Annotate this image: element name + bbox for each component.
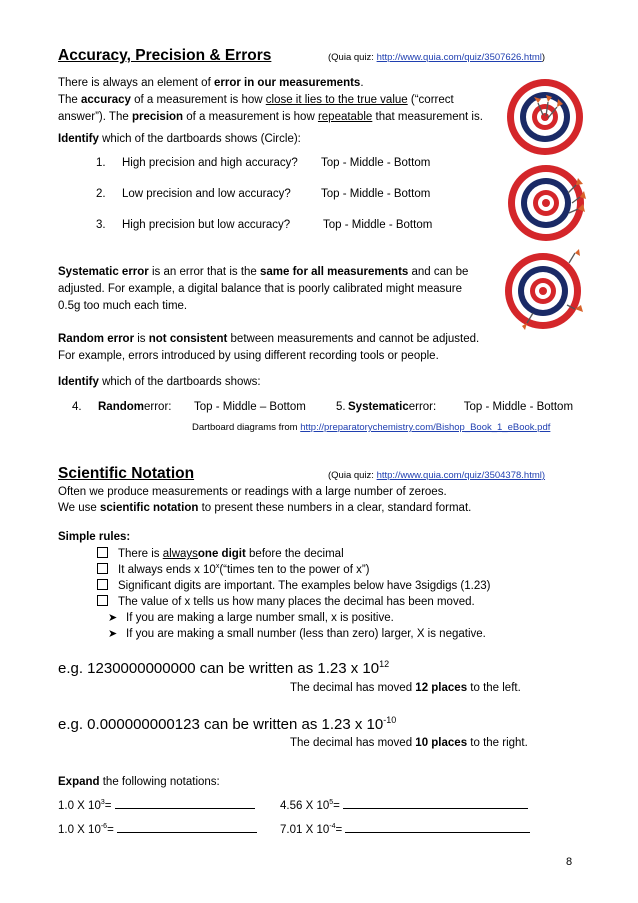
text-bold: Expand — [58, 776, 100, 788]
superscript: 5 — [329, 799, 334, 807]
text: and can be — [408, 266, 469, 278]
text-bold: 12 places — [415, 682, 468, 694]
question-4 — [72, 399, 306, 415]
checkbox-icon — [97, 563, 108, 574]
arrow-bullet-icon: ➤ — [108, 612, 118, 624]
quiz-link-2[interactable]: http://www.quia.com/quiz/3504378.html) — [376, 470, 546, 481]
text: to the left. — [467, 682, 521, 694]
random-error-line1 — [58, 331, 479, 347]
example-2 — [58, 716, 396, 733]
text: which of the dartboards shows: — [98, 376, 261, 388]
text: to the right. — [467, 737, 528, 749]
rule-3 — [97, 578, 490, 594]
text: is an error that is the — [148, 266, 260, 278]
text-bold: Identify — [58, 133, 99, 145]
section-title-accuracy: Accuracy, Precision & Errors — [58, 47, 272, 64]
answer-blank-4[interactable] — [345, 822, 530, 833]
text: that measurement is. — [372, 111, 483, 123]
example-1 — [58, 660, 389, 677]
intro-line2 — [58, 500, 471, 516]
text: = — [107, 824, 117, 836]
text: which of the dartboards shows (Circle): — [98, 133, 301, 145]
quiz-reference-2 — [328, 470, 545, 481]
text: between measurements and cannot be adjusted. — [227, 333, 480, 345]
quiz-link-1[interactable]: http://www.quia.com/quiz/3507626.html — [376, 52, 542, 63]
answer-blank-3[interactable] — [117, 822, 257, 833]
text: We use — [58, 502, 100, 514]
quiz-prefix: (Quia quiz: — [328, 470, 377, 481]
paragraph-accuracy-line — [58, 92, 454, 108]
text-bold: Random — [98, 401, 144, 413]
example-1-note — [290, 680, 521, 696]
text-underlined: repeatable — [317, 111, 373, 123]
question-number: 1. — [96, 157, 106, 169]
text: Dartboard diagrams from — [192, 422, 301, 433]
text: 4.56 X 10 — [280, 800, 330, 812]
text-bold: same for all measurements — [260, 266, 409, 278]
text: before the decimal — [245, 548, 344, 560]
checkbox-icon — [97, 579, 108, 590]
text-bold: Systematic error — [58, 266, 149, 278]
text-bold: 10 places — [415, 737, 468, 749]
quiz-reference-1 — [328, 52, 545, 63]
identify-instruction-1 — [58, 131, 301, 147]
text: The — [58, 94, 82, 106]
question-number: 4. — [72, 401, 82, 413]
question-choices[interactable]: Top - Middle - Bottom — [463, 401, 574, 413]
text-bold: scientific notation — [99, 502, 199, 514]
dartboard-middle — [506, 163, 586, 243]
text-bold: Identify — [58, 376, 99, 388]
sub-rule-2 — [108, 626, 486, 642]
question-text: High precision but low accuracy? — [122, 219, 291, 231]
dartboard-top — [505, 77, 585, 157]
superscript: x — [215, 563, 220, 571]
question-choices[interactable]: Top - Middle – Bottom — [194, 401, 306, 413]
question-choices[interactable]: Top - Middle - Bottom — [321, 157, 431, 169]
rule-2 — [97, 562, 370, 578]
question-choices[interactable]: Top - Middle - Bottom — [323, 219, 433, 231]
text-bold: Systematic — [348, 401, 409, 413]
text: There is — [118, 548, 163, 560]
page-number: 8 — [566, 856, 573, 868]
question-3 — [96, 217, 432, 233]
text: There is always an element of — [58, 77, 214, 89]
text: If you are making a large number small, x is positive. — [126, 612, 394, 624]
text: of a measurement is how — [130, 94, 266, 106]
text: the following notations: — [99, 776, 220, 788]
exercise-1 — [58, 798, 255, 814]
section-title-scientific-notation: Scientific Notation — [58, 465, 195, 482]
superscript: -10 — [383, 715, 397, 725]
systematic-error-line3: 0.5g too much each time. — [58, 300, 188, 312]
question-number: 5. — [336, 401, 346, 413]
text: = — [104, 800, 115, 812]
text-bold: not consistent — [148, 333, 228, 345]
rule-1 — [97, 546, 344, 562]
text: (“correct — [407, 94, 454, 106]
checkbox-icon — [97, 595, 108, 606]
text: e.g. 1230000000000 can be written as 1.23 x 10 — [58, 660, 380, 677]
sub-rule-1 — [108, 610, 394, 626]
random-error-line2: For example, errors introduced by using different recording tools or people. — [58, 350, 439, 362]
question-5 — [336, 399, 573, 415]
text: = — [333, 800, 344, 812]
text: Significant digits are important. The examples below have 3sigdigs (1.23) — [118, 580, 491, 592]
text-bold: precision — [131, 111, 184, 123]
text: The decimal has moved — [290, 737, 416, 749]
text-bold: error in our measurements — [213, 77, 361, 89]
text-underlined: always — [162, 548, 198, 560]
arrow-bullet-icon: ➤ — [108, 628, 118, 640]
dartboard-credit — [192, 422, 550, 433]
answer-blank-1[interactable] — [115, 798, 255, 809]
text: error: — [144, 401, 172, 413]
rules-title: Simple rules: — [58, 531, 131, 543]
checkbox-icon — [97, 547, 108, 558]
text: . — [360, 77, 364, 89]
question-number: 3. — [96, 219, 106, 231]
credit-link[interactable]: http://preparatorychemistry.com/Bishop_Book_1_eBook.pdf — [300, 422, 551, 433]
text: 1.0 X 10 — [58, 824, 101, 836]
superscript: 3 — [100, 799, 105, 807]
text: (“times ten to the power of x”) — [219, 564, 370, 576]
superscript: -4 — [329, 823, 336, 831]
paragraph-precision-line — [58, 109, 483, 125]
expand-instruction — [58, 774, 220, 790]
question-2 — [96, 186, 430, 202]
text: The decimal has moved — [290, 682, 416, 694]
text-bold: accuracy — [81, 94, 131, 106]
identify-instruction-2 — [58, 374, 261, 390]
text: answer”). The — [58, 111, 132, 123]
text-underlined: close it lies to the true value — [265, 94, 408, 106]
paragraph-error-line1 — [58, 75, 364, 91]
text: is — [134, 333, 149, 345]
text: If you are making a small number (less than zero) larger, X is negative. — [126, 628, 486, 640]
quiz-suffix: ) — [541, 52, 546, 63]
question-1 — [96, 155, 430, 171]
text: 7.01 X 10 — [280, 824, 330, 836]
text: 1.0 X 10 — [58, 800, 101, 812]
text: e.g. 0.000000000123 can be written as 1.23 x 10 — [58, 716, 384, 733]
systematic-error-line2: adjusted. For example, a digital balance that is poorly calibrated might measure — [58, 283, 462, 295]
text: The value of x tells us how many places the decimal has been moved. — [118, 596, 475, 608]
intro-line1: Often we produce measurements or readings with a large number of zeroes. — [58, 486, 447, 498]
answer-blank-2[interactable] — [343, 798, 528, 809]
exercise-4 — [280, 822, 530, 838]
question-text: High precision and high accuracy? — [122, 157, 298, 169]
dartboard-bottom — [503, 249, 585, 331]
superscript: -6 — [100, 823, 108, 831]
text: to present these numbers in a clear, standard format. — [198, 502, 472, 514]
question-number: 2. — [96, 188, 106, 200]
superscript: 12 — [379, 659, 390, 669]
systematic-error-line1 — [58, 264, 468, 280]
text-bold: Random error — [58, 333, 135, 345]
question-text: Low precision and low accuracy? — [122, 188, 291, 200]
text-bold: one digit — [197, 548, 246, 560]
text: error: — [408, 401, 437, 413]
text: It always ends x 10 — [118, 564, 216, 576]
question-choices[interactable]: Top - Middle - Bottom — [321, 188, 431, 200]
exercise-3 — [58, 822, 257, 838]
quiz-prefix: (Quia quiz: — [328, 52, 377, 63]
text: = — [335, 824, 346, 836]
example-2-note — [290, 735, 528, 751]
exercise-2 — [280, 798, 528, 814]
text: of a measurement is how — [183, 111, 318, 123]
rule-4 — [97, 594, 475, 610]
